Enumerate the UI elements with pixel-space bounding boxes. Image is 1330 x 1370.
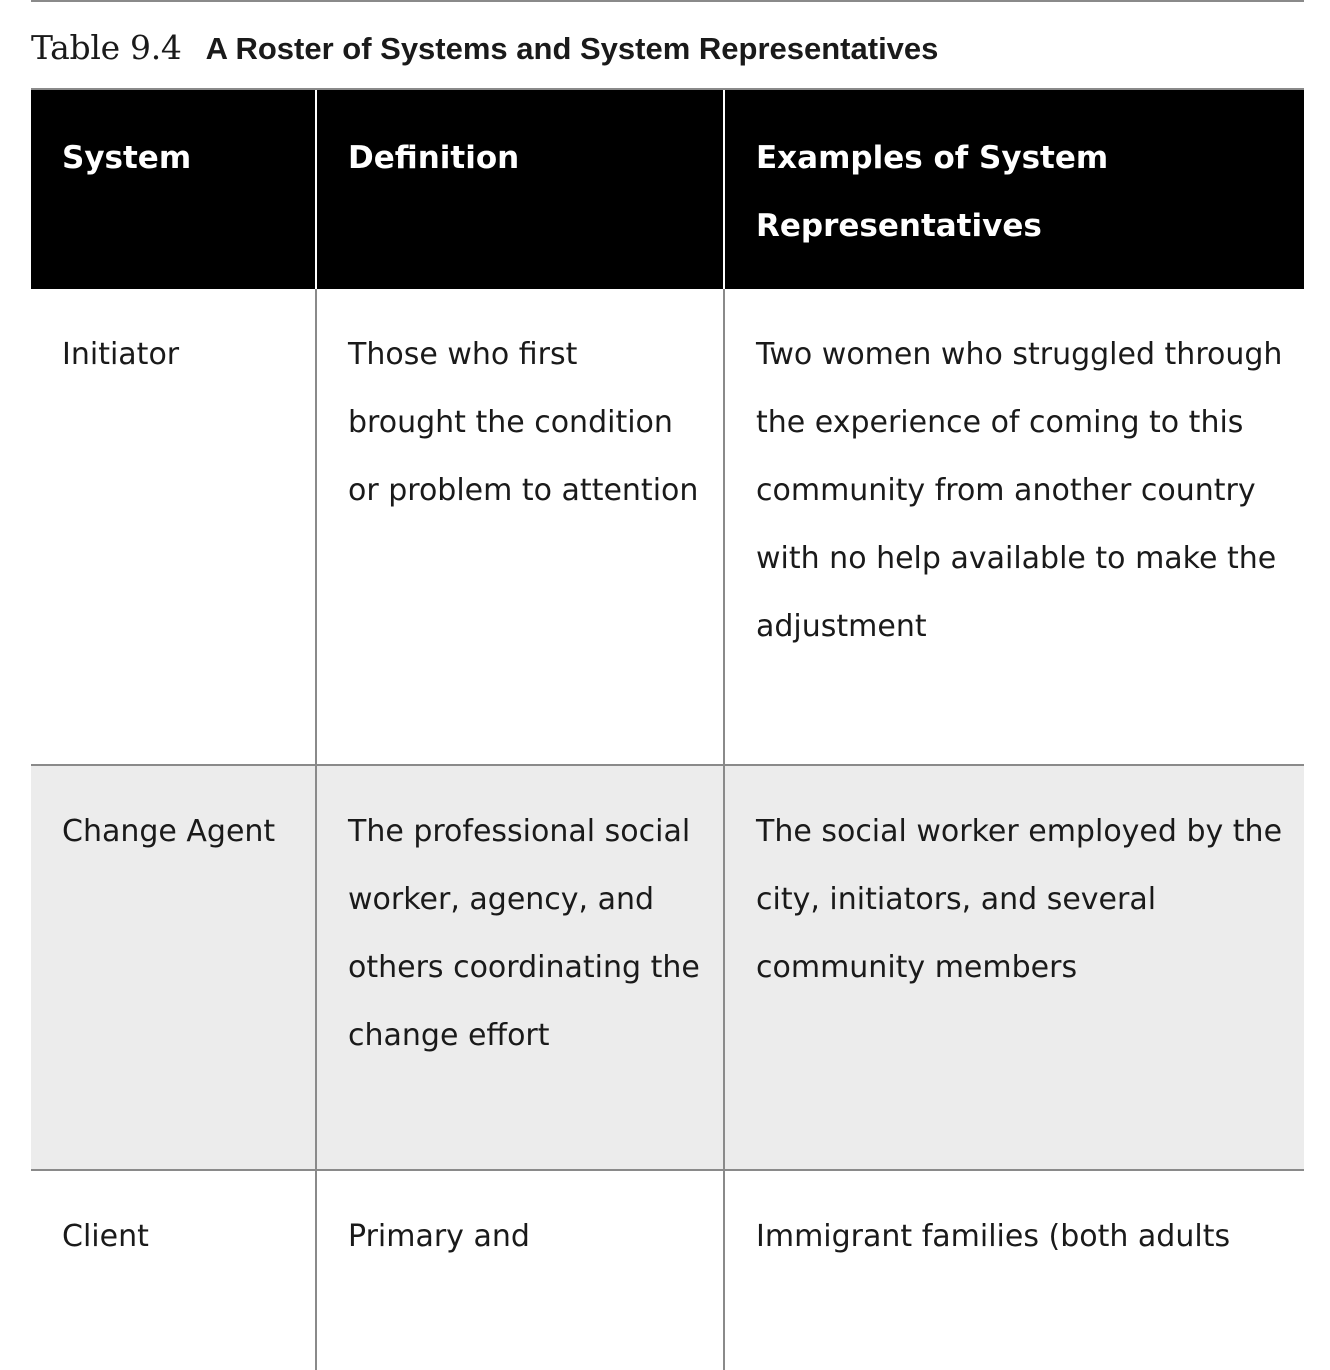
cell-definition: Those who first brought the condition or problem to attention [316, 289, 724, 765]
cell-definition: The professional social worker, agency, and others coordinating the change effort [316, 765, 724, 1170]
cell-system: Initiator [31, 289, 316, 765]
cell-examples: The social worker employed by the city, initiators, and several community members [724, 765, 1304, 1170]
table-caption [31, 26, 938, 77]
cell-system: Change Agent [31, 765, 316, 1170]
top-rule [31, 0, 1304, 2]
table-title: A Roster of Systems and System Representatives [205, 31, 939, 66]
table-row [31, 289, 1304, 765]
table-number: Table 9.4 [31, 28, 182, 67]
table-body [31, 289, 1304, 1370]
table-row [31, 765, 1304, 1170]
header-system: System [31, 89, 316, 289]
header-examples: Examples of System Representatives [724, 89, 1304, 289]
table-header [31, 89, 1304, 289]
cell-examples: Immigrant families (both adults [724, 1170, 1304, 1370]
header-definition: Definition [316, 89, 724, 289]
table-row [31, 1170, 1304, 1370]
roster-table [31, 88, 1304, 1370]
cell-definition: Primary and [316, 1170, 724, 1370]
cell-system: Client [62, 1219, 149, 1254]
header-row [31, 89, 1304, 289]
cell-examples: Two women who struggled through the experience of coming to this community from another country with no help available to make the adjustment [724, 289, 1304, 765]
